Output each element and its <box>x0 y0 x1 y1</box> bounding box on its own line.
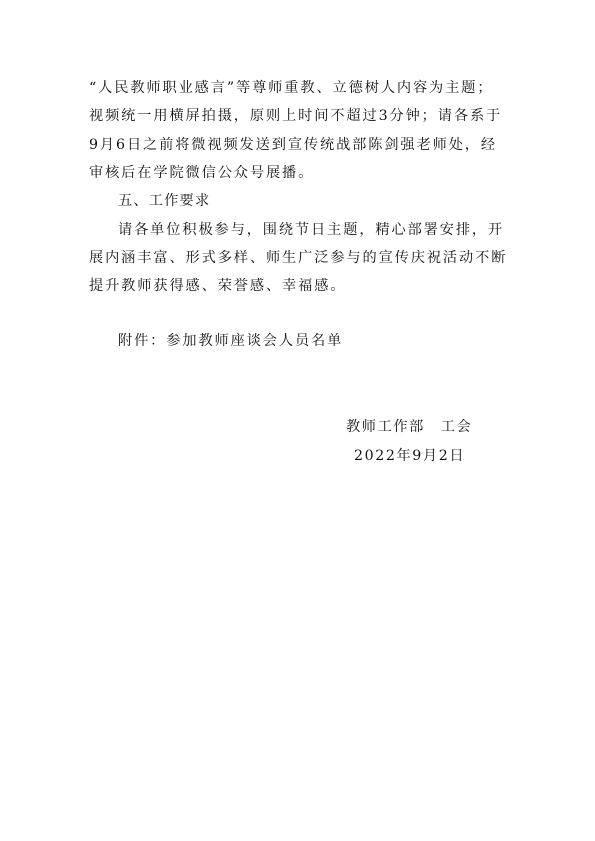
attachment-note: 附件：参加教师座谈会人员名单 <box>118 333 344 349</box>
body-line-4: 审核后在学院微信公众号展播。 <box>89 165 315 181</box>
requirements-line-1: 请各单位积极参与，围绕节日主题，精心部署安排，开 <box>118 222 505 238</box>
requirements-line-3: 提升教师获得感、荣誉感、幸福感。 <box>89 278 347 294</box>
requirements-line-2: 展内涵丰富、形式多样、师生广泛参与的宣传庆祝活动不断 <box>89 250 508 266</box>
body-line-3: 9月6日之前将微视频发送到宣传统战部陈剑强老师处，经 <box>89 137 497 153</box>
body-line-2: 视频统一用横屏拍摄，原则上时间不超过3分钟；请各系于 <box>89 108 503 124</box>
section-heading: 五、工作要求 <box>118 193 211 209</box>
body-line-1: “人民教师职业感言”等尊师重教、立德树人内容为主题； <box>89 80 494 96</box>
signature-date: 2022年9月2日 <box>354 448 466 464</box>
signature-org: 教师工作部 工会 <box>346 419 473 435</box>
